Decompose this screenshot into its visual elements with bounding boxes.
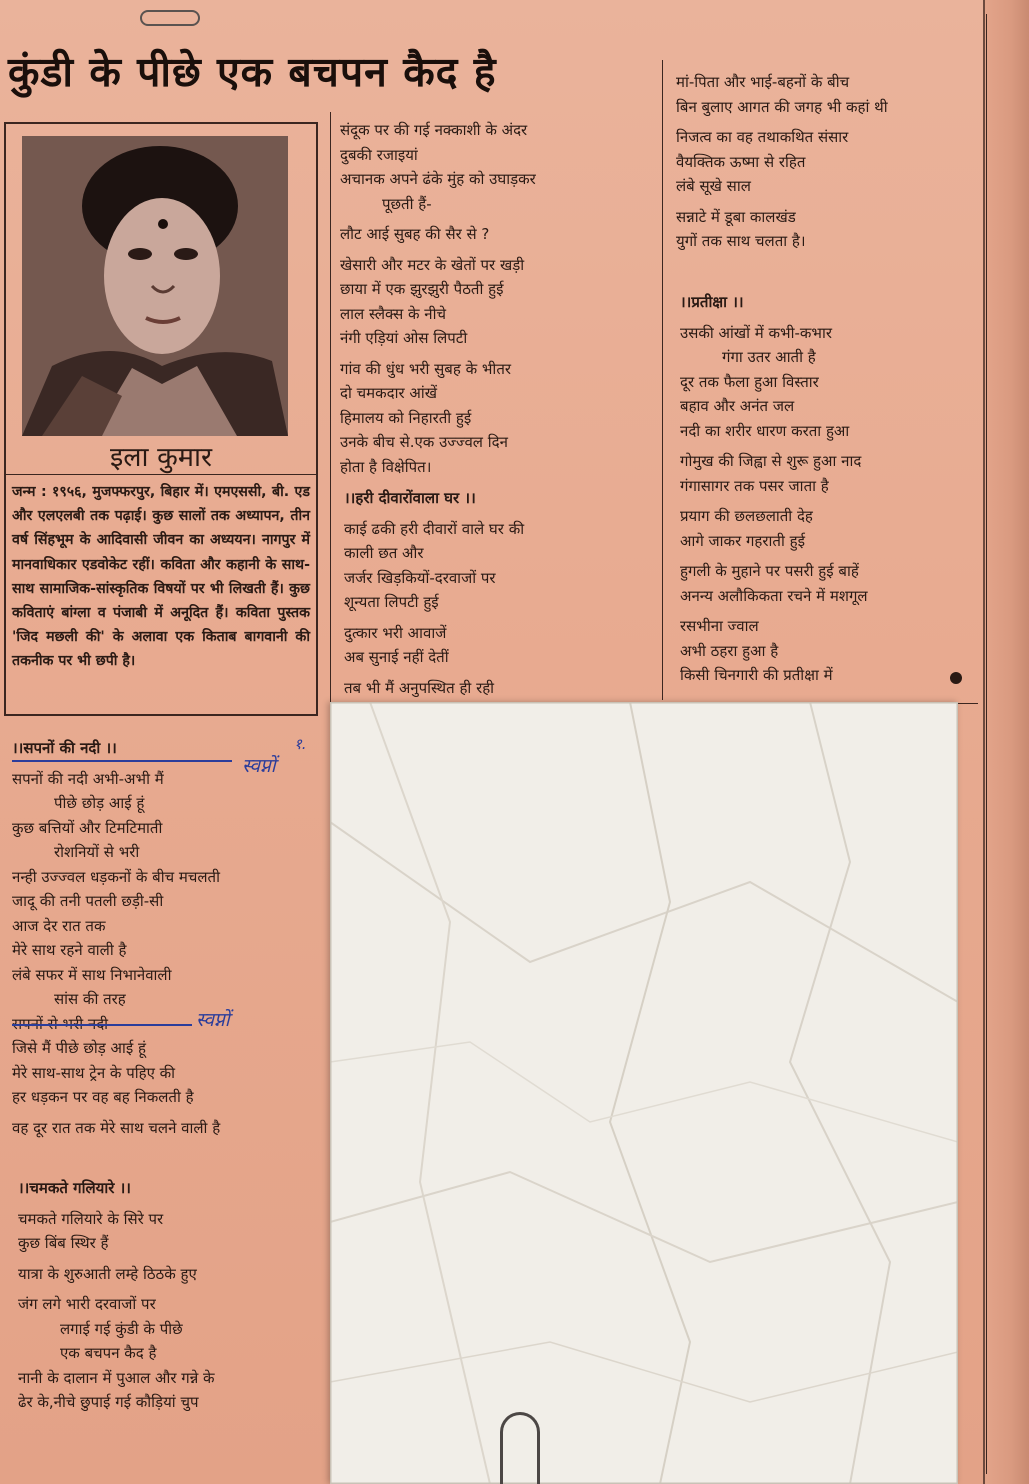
poem-line: होता है विक्षेपित। (340, 457, 432, 476)
poem-line: काई ढकी हरी दीवारों वाले घर की (344, 519, 525, 538)
poem-line: नंगी एड़ियां ओस लिपटी (340, 329, 468, 347)
poem-stanza (344, 517, 660, 615)
poem-stanza (344, 676, 660, 701)
poem-line: बिन बुलाए आगत की जगह भी कहां थी (676, 97, 888, 116)
poem-line: यात्रा के शुरुआती लम्हे ठिठके हुए (18, 1264, 197, 1283)
poem-line: सपनों की नदी अभी-अभी मैं (12, 769, 164, 788)
poem-stanza (12, 1116, 324, 1141)
handwritten-strike (12, 1024, 192, 1026)
poem-line: खेसारी और मटर के खेतों पर खड़ी (340, 255, 525, 274)
poem-line: जिसे मैं पीछे छोड़ आई हूं (12, 1039, 146, 1057)
poem-line: आगे जाकर गहराती हुई (680, 531, 805, 550)
poem-line: बहाव और अनंत जल (680, 397, 795, 415)
poem-title: ।।सपनों की नदी ।। (12, 739, 117, 757)
poem-line: लाल स्लैक्स के नीचे (340, 304, 447, 323)
poem-stanza (340, 118, 656, 216)
album-binder-edge (983, 0, 1029, 1484)
poem-line: प्रयाग की छलछलाती देह (680, 507, 813, 525)
poem-line: लंबे सफर में साथ निभानेवाली (12, 965, 172, 984)
staple-pin-top (140, 10, 200, 26)
poem-line: मेरे साथ रहने वाली है (12, 941, 127, 959)
poem-line: कुछ बिंब स्थिर हैं (18, 1234, 109, 1252)
handwritten-note: स्वप्नों (242, 755, 276, 777)
poem-line: किसी चिनगारी की प्रतीक्षा में (680, 666, 833, 684)
poem-line: दूर तक फैला हुआ विस्तार (680, 372, 819, 391)
divider (6, 474, 316, 475)
poem-stanza (680, 614, 980, 688)
poem-line: एक बचपन कैद है (60, 1344, 157, 1362)
poem-line: हर धड़कन पर वह बह निकलती है (12, 1088, 194, 1106)
poem-line: अनन्य अलौकिकता रचने में मशगूल (680, 586, 868, 605)
poem-line: दुबकी रजाइयां (340, 145, 418, 164)
poem-hari-deewaron-wala-ghar (344, 486, 660, 706)
poem-stanza (18, 1207, 330, 1256)
poem-stanza (340, 253, 656, 351)
poem-line: वैयक्तिक ऊष्मा से रहित (676, 152, 806, 171)
author-box (4, 122, 318, 716)
end-bullet (950, 672, 962, 684)
handwritten-strike (12, 760, 232, 762)
poem-title: ।।प्रतीक्षा ।। (680, 293, 744, 311)
poem-line: जर्जर खिड़कियों-दरवाजों पर (344, 568, 496, 587)
poem-line: दुत्कार भरी आवाजें (344, 623, 447, 642)
poem-line: पीछे छोड़ आई हूं (54, 794, 145, 812)
poem-middle-column (340, 118, 656, 485)
poem-stanza (676, 70, 976, 119)
poem-line: पूछती हैं- (382, 194, 432, 213)
poem-line: छाया में एक झुरझुरी पैठती हुई (340, 280, 504, 298)
poem-line: नन्ही उज्ज्वल धड़कनों के बीच मचलती (12, 867, 220, 886)
poem-line: नानी के दालान में पुआल और गन्ने के (18, 1368, 215, 1387)
poem-line: कुछ बत्तियों और टिमटिमाती (12, 818, 163, 837)
poem-line: सांस की तरह (54, 990, 126, 1008)
poem-line: रसभीना ज्वाल (680, 617, 759, 635)
poem-line: उसकी आंखों में कभी-कभार (680, 323, 832, 342)
poem-line: नदी का शरीर धारण करता हुआ (680, 421, 850, 440)
poem-line: शून्यता लिपटी हुई (344, 593, 439, 611)
page-headline: कुंडी के पीछे एक बचपन कैद है (8, 48, 497, 96)
poem-line: गंगा उतर आती है (722, 348, 816, 366)
poem-stanza (340, 222, 656, 247)
poem-title: ।।चमकते गलियारे ।। (18, 1179, 131, 1197)
poem-right-column-top (676, 70, 976, 260)
author-name: इला कुमार (109, 442, 213, 473)
poem-line: मेरे साथ-साथ ट्रेन के पहिए की (12, 1063, 176, 1082)
poem-line: मां-पिता और भाई-बहनों के बीच (676, 73, 850, 91)
poem-line: वह दूर रात तक मेरे साथ चलने वाली है (12, 1118, 221, 1137)
poem-line: उनके बीच से.एक उज्ज्वल दिन (340, 433, 508, 451)
handwritten-note: स्वप्नों (196, 1009, 230, 1031)
poem-line: गांव की धुंध भरी सुबह के भीतर (340, 359, 512, 378)
poem-chamakte-galiyare (18, 1176, 330, 1421)
paper-clip-bottom (500, 1412, 540, 1484)
poem-stanza (680, 504, 980, 553)
poem-line: गंगासागर तक पसर जाता है (680, 476, 829, 495)
poem-line: अभी ठहरा हुआ है (680, 641, 779, 660)
poem-title: ।।हरी दीवारोंवाला घर ।। (344, 489, 476, 507)
poem-line: काली छत और (344, 544, 424, 562)
poem-line: रोशनियों से भरी (54, 843, 140, 861)
poem-line: अचानक अपने ढंके मुंह को उघाड़कर (340, 170, 536, 188)
poem-stanza (676, 205, 976, 254)
poem-line: लगाई गई कुंडी के पीछे (60, 1319, 183, 1338)
poem-line: अब सुनाई नहीं देतीं (344, 648, 449, 666)
poem-stanza (18, 1262, 330, 1287)
poem-line: गोमुख की जिह्वा से शुरू हुआ नाद (680, 452, 862, 470)
poem-stanza (12, 767, 324, 1110)
poem-line: युगों तक साथ चलता है। (676, 232, 806, 250)
poem-line: आज देर रात तक (12, 916, 106, 935)
poem-line: तब भी मैं अनुपस्थित ही रही (344, 678, 495, 697)
poem-stanza (344, 621, 660, 670)
poem-line: हुगली के मुहाने पर पसरी हुई बाहें (680, 562, 859, 580)
poem-line: हिमालय को निहारती हुई (340, 408, 472, 427)
poem-line: लौट आई सुबह की सैर से ? (340, 225, 490, 243)
column-divider (330, 112, 331, 712)
handwritten-number: १. (294, 735, 307, 753)
poem-line: दो चमकदार आंखें (340, 384, 437, 402)
poem-line: संदूक पर की गई नक्काशी के अंदर (340, 121, 528, 139)
poem-line: चमकते गलियारे के सिरे पर (18, 1209, 164, 1228)
poem-stanza (680, 559, 980, 608)
poem-line: सन्नाटे में डूबा कालखंड (676, 207, 796, 226)
poem-stanza (18, 1292, 330, 1415)
poem-stanza (680, 449, 980, 498)
pasted-paper-patch (330, 702, 958, 1484)
author-bio-text: जन्म : १९५६, मुजफ्फरपुर, बिहार में। एमएससी, बी. एड और एलएलबी तक पढ़ाई। कुछ सालों तक अध्यापन, तीन वर्ष सिंहभूम के आदिवासी जीवन का अध्ययन। नागपुर में मानवाधिकार एडवोकेट रहीं। कविता और कहानी के साथ-साथ सामाजिक-सांस्कृतिक विषयों पर भी लिखती हैं। कुछ कविताएं बांग्ला व पंजाबी में अनूदित हैं। कविता पुस्तक 'जिद मछली की' के अलावा एक किताब बागवानी की तकनीक पर भी छपी है। (12, 484, 310, 670)
poem-line: निजत्व का वह तथाकथित संसार (676, 128, 849, 146)
poem-line: सपनों से भरी नदी (12, 1014, 109, 1033)
poem-line: ढेर के,नीचे छुपाई गई कौड़ियां चुप (18, 1393, 199, 1411)
page-edge-rule (986, 14, 987, 1474)
column-divider (662, 60, 663, 700)
poem-stanza (676, 125, 976, 199)
poem-sapnon-ki-nadi (12, 736, 324, 1146)
author-bio (12, 480, 310, 674)
poem-line: जंग लगे भारी दरवाजों पर (18, 1295, 156, 1313)
poem-line: लंबे सूखे साल (676, 177, 751, 195)
poem-stanza (340, 357, 656, 480)
poem-prateeksha (680, 290, 980, 694)
author-photo (22, 136, 288, 436)
poem-line: जादू की तनी पतली छड़ी-सी (12, 892, 164, 910)
poem-stanza (680, 321, 980, 444)
